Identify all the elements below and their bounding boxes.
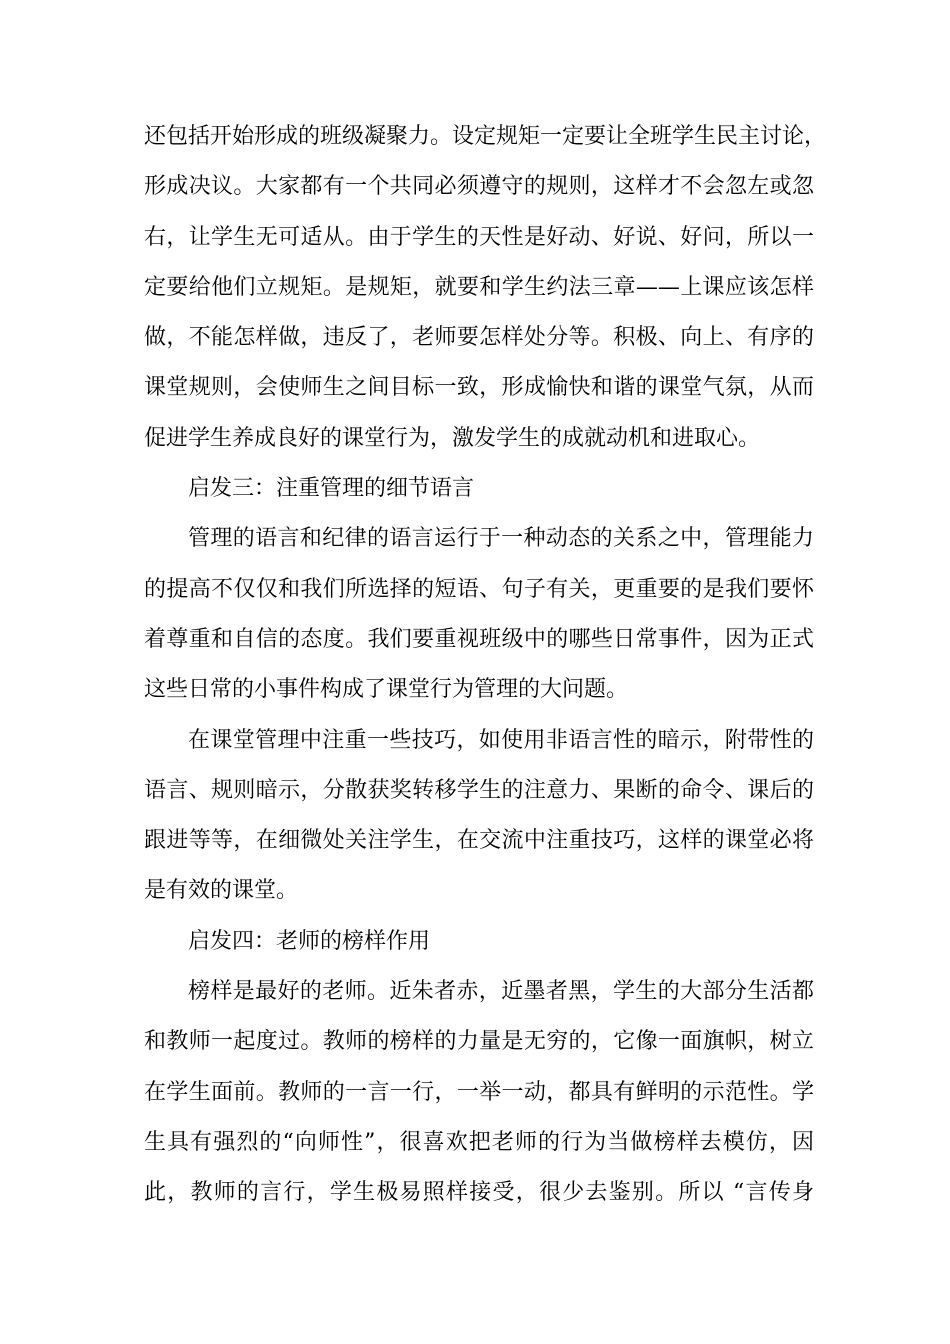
text-line: 榜样是最好的老师。近朱者赤，近墨者黑，学生的大部分生活都 [188, 979, 814, 1005]
section-heading: 启发三：注重管理的细节语言 [188, 476, 475, 502]
text-line: 在学生面前。教师的一言一行，一举一动，都具有鲜明的示范性。学 [144, 1079, 814, 1105]
text-line: 还包括开始形成的班级凝聚力。设定规矩一定要让全班学生民主讨论， [144, 124, 827, 149]
text-line: 的提高不仅仅和我们所选择的短语、句子有关，更重要的是我们要怀 [144, 576, 814, 602]
text-line: 右，让学生无可适从。由于学生的天性是好动、好说、好问，所以一 [144, 224, 814, 250]
text-line: 语言、规则暗示，分散获奖转移学生的注意力、果断的命令、课后的 [144, 777, 814, 803]
text-line: 在课堂管理中注重一些技巧，如使用非语言性的暗示，附带性的 [188, 727, 814, 753]
text-line: 管理的语言和纪律的语言运行于一种动态的关系之中，管理能力 [188, 526, 814, 552]
text-line: 生具有强烈的“向师性”，很喜欢把老师的行为当做榜样去模仿，因 [144, 1129, 814, 1155]
text-line: 跟进等等，在细微处关注学生，在交流中注重技巧，这样的课堂必将 [144, 828, 814, 854]
text-line: 形成决议。大家都有一个共同必须遵守的规则，这样才不会忽左或忽 [144, 174, 814, 200]
text-line: 和教师一起度过。教师的榜样的力量是无穷的，它像一面旗帜，树立 [144, 1029, 814, 1055]
text-line: 做，不能怎样做，违反了，老师要怎样处分等。积极、向上、有序的 [144, 325, 814, 351]
document-page [144, 112, 827, 1219]
section-heading: 启发四：老师的榜样作用 [188, 928, 431, 954]
text-line: 定要给他们立规矩。是规矩，就要和学生约法三章——上课应该怎样 [144, 274, 814, 300]
text-line: 促进学生养成良好的课堂行为，激发学生的成就动机和进取心。 [144, 425, 761, 451]
text-line: 着尊重和自信的态度。我们要重视班级中的哪些日常事件，因为正式 [144, 626, 814, 652]
text-line: 是有效的课堂。 [144, 878, 299, 904]
text-line: 这些日常的小事件构成了课堂行为管理的大问题。 [144, 677, 629, 703]
text-line: 课堂规则，会使师生之间目标一致，形成愉快和谐的课堂气氛，从而 [144, 375, 814, 401]
text-line: 此，教师的言行，学生极易照样接受，很少去鉴别。所以 “言传身 [144, 1180, 814, 1206]
